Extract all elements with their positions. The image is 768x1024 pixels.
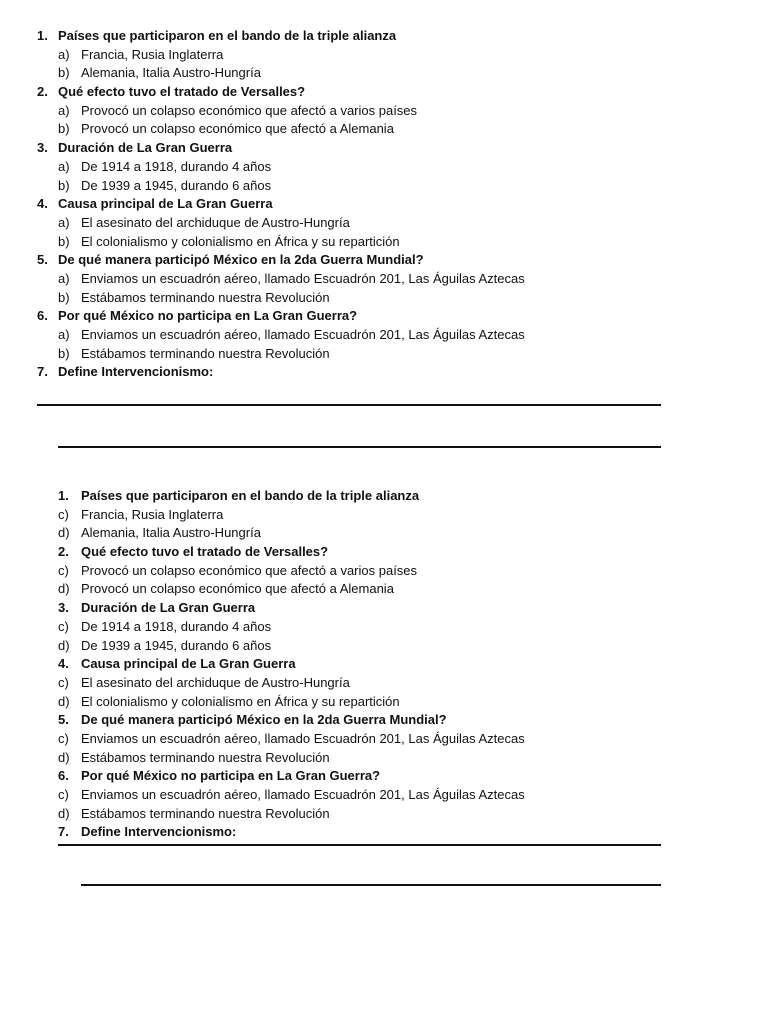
option <box>0 618 768 637</box>
question-text: Causa principal de La Gran Guerra <box>58 196 273 212</box>
option-text: Estábamos terminando nuestra Revolución <box>81 805 330 821</box>
question-number: 2. <box>58 544 69 560</box>
option-letter: c) <box>58 674 69 690</box>
question-5 <box>0 711 768 730</box>
option <box>0 158 768 177</box>
question-text: Países que participaron en el bando de la triple alianza <box>81 488 420 503</box>
question-text: Qué efecto tuvo el tratado de Versalles? <box>81 544 329 560</box>
option-text: Estábamos terminando nuestra Revolución <box>81 345 330 361</box>
question-number: 6. <box>58 768 69 784</box>
option <box>0 805 768 824</box>
question-7 <box>0 363 768 382</box>
option <box>0 345 768 364</box>
option-letter: b) <box>58 177 70 193</box>
quiz-section-1 <box>0 27 768 382</box>
option-letter: a) <box>58 158 70 174</box>
option-letter: b) <box>58 233 70 249</box>
question-number: 1. <box>37 28 48 43</box>
option <box>0 270 768 289</box>
option-letter: a) <box>58 327 70 342</box>
option-text: Enviamos un escuadrón aéreo, llamado Escuadrón 201, Las Águilas Aztecas <box>81 787 525 802</box>
question-number: 5. <box>58 712 69 728</box>
answer-line <box>58 844 661 846</box>
question-4 <box>0 655 768 674</box>
question-number: 3. <box>58 600 69 616</box>
question-text: Por qué México no participa en La Gran Guerra? <box>58 308 358 324</box>
question-number: 6. <box>37 308 48 324</box>
question-number: 4. <box>37 196 48 212</box>
option-text: Provocó un colapso económico que afectó a Alemania <box>81 121 394 137</box>
option <box>0 693 768 712</box>
option-text: Provocó un colapso económico que afectó a varios países <box>81 102 418 118</box>
question-number: 4. <box>58 656 69 672</box>
option-text: De 1939 a 1945, durando 6 años <box>81 637 272 653</box>
option-text: El asesinato del archiduque de Austro-Hungría <box>81 674 350 690</box>
option-text: Estábamos terminando nuestra Revolución <box>81 289 330 305</box>
option-letter: a) <box>58 102 70 118</box>
option <box>0 730 768 749</box>
option <box>0 64 768 83</box>
option-letter: c) <box>58 562 69 578</box>
question-text: Define Intervencionismo: <box>58 364 214 380</box>
option-text: Francia, Rusia Inglaterra <box>81 506 224 522</box>
option-letter: b) <box>58 121 70 137</box>
option-text: De 1914 a 1918, durando 4 años <box>81 158 272 174</box>
question-text: Qué efecto tuvo el tratado de Versalles? <box>58 84 306 100</box>
option-letter: d) <box>58 637 70 653</box>
answer-line <box>58 446 661 448</box>
option-text: Enviamos un escuadrón aéreo, llamado Escuadrón 201, Las Águilas Aztecas <box>81 730 525 746</box>
option <box>0 562 768 581</box>
option <box>0 289 768 308</box>
question-5 <box>0 251 768 270</box>
option-text: Francia, Rusia Inglaterra <box>81 46 224 62</box>
option-letter: c) <box>58 730 69 746</box>
option <box>0 177 768 196</box>
question-number: 5. <box>37 252 48 268</box>
option <box>0 637 768 656</box>
option-text: Alemania, Italia Austro-Hungría <box>81 65 261 81</box>
question-number: 7. <box>37 364 48 380</box>
option <box>0 120 768 139</box>
option <box>0 524 768 543</box>
option <box>0 214 768 233</box>
question-6 <box>0 767 768 786</box>
answer-line <box>37 404 661 406</box>
option-letter: a) <box>58 270 70 286</box>
option-text: Enviamos un escuadrón aéreo, llamado Escuadrón 201, Las Águilas Aztecas <box>81 270 525 286</box>
option-text: El colonialismo y colonialismo en África y su repartición <box>81 233 400 249</box>
question-text: Países que participaron en el bando de la triple alianza <box>58 28 397 43</box>
option-text: De 1939 a 1945, durando 6 años <box>81 177 272 193</box>
option-text: Provocó un colapso económico que afectó a Alemania <box>81 581 394 597</box>
option <box>0 506 768 525</box>
question-number: 7. <box>58 824 69 840</box>
question-3 <box>0 599 768 618</box>
option-letter: c) <box>58 787 69 802</box>
question-number: 3. <box>37 140 48 156</box>
question-2 <box>0 83 768 102</box>
option <box>0 233 768 252</box>
option-text: Estábamos terminando nuestra Revolución <box>81 749 330 765</box>
option <box>0 749 768 768</box>
question-text: Por qué México no participa en La Gran Guerra? <box>81 768 381 784</box>
option-letter: d) <box>58 693 70 709</box>
option-text: El colonialismo y colonialismo en África y su repartición <box>81 693 400 709</box>
question-7 <box>0 823 768 842</box>
option-text: Enviamos un escuadrón aéreo, llamado Escuadrón 201, Las Águilas Aztecas <box>81 327 525 342</box>
option-text: De 1914 a 1918, durando 4 años <box>81 618 272 634</box>
question-text: Causa principal de La Gran Guerra <box>81 656 296 672</box>
question-2 <box>0 543 768 562</box>
question-text: De qué manera participó México en la 2da Guerra Mundial? <box>81 712 447 728</box>
option-letter: d) <box>58 805 70 821</box>
question-number: 1. <box>58 488 69 503</box>
question-text: Duración de La Gran Guerra <box>58 140 233 156</box>
question-number: 2. <box>37 84 48 100</box>
option-letter: a) <box>58 46 70 62</box>
option <box>0 102 768 121</box>
option <box>0 46 768 65</box>
question-4 <box>0 195 768 214</box>
question-1 <box>0 27 768 46</box>
question-1 <box>0 487 768 506</box>
option <box>0 786 768 805</box>
option-text: Provocó un colapso económico que afectó a varios países <box>81 562 418 578</box>
option <box>0 580 768 599</box>
option-letter: b) <box>58 345 70 361</box>
option-letter: a) <box>58 214 70 230</box>
option-letter: d) <box>58 525 70 541</box>
option-letter: c) <box>58 618 69 634</box>
question-6 <box>0 307 768 326</box>
option-letter: c) <box>58 506 69 522</box>
option-letter: d) <box>58 749 70 765</box>
option-text: Alemania, Italia Austro-Hungría <box>81 525 261 541</box>
option <box>0 326 768 345</box>
quiz-section-2 <box>0 487 768 842</box>
option <box>0 674 768 693</box>
option-letter: d) <box>58 581 70 597</box>
answer-line <box>81 884 661 886</box>
option-letter: b) <box>58 65 70 81</box>
option-letter: b) <box>58 289 70 305</box>
question-text: Define Intervencionismo: <box>81 824 237 840</box>
question-text: Duración de La Gran Guerra <box>81 600 256 616</box>
question-text: De qué manera participó México en la 2da Guerra Mundial? <box>58 252 424 268</box>
question-3 <box>0 139 768 158</box>
option-text: El asesinato del archiduque de Austro-Hungría <box>81 214 350 230</box>
